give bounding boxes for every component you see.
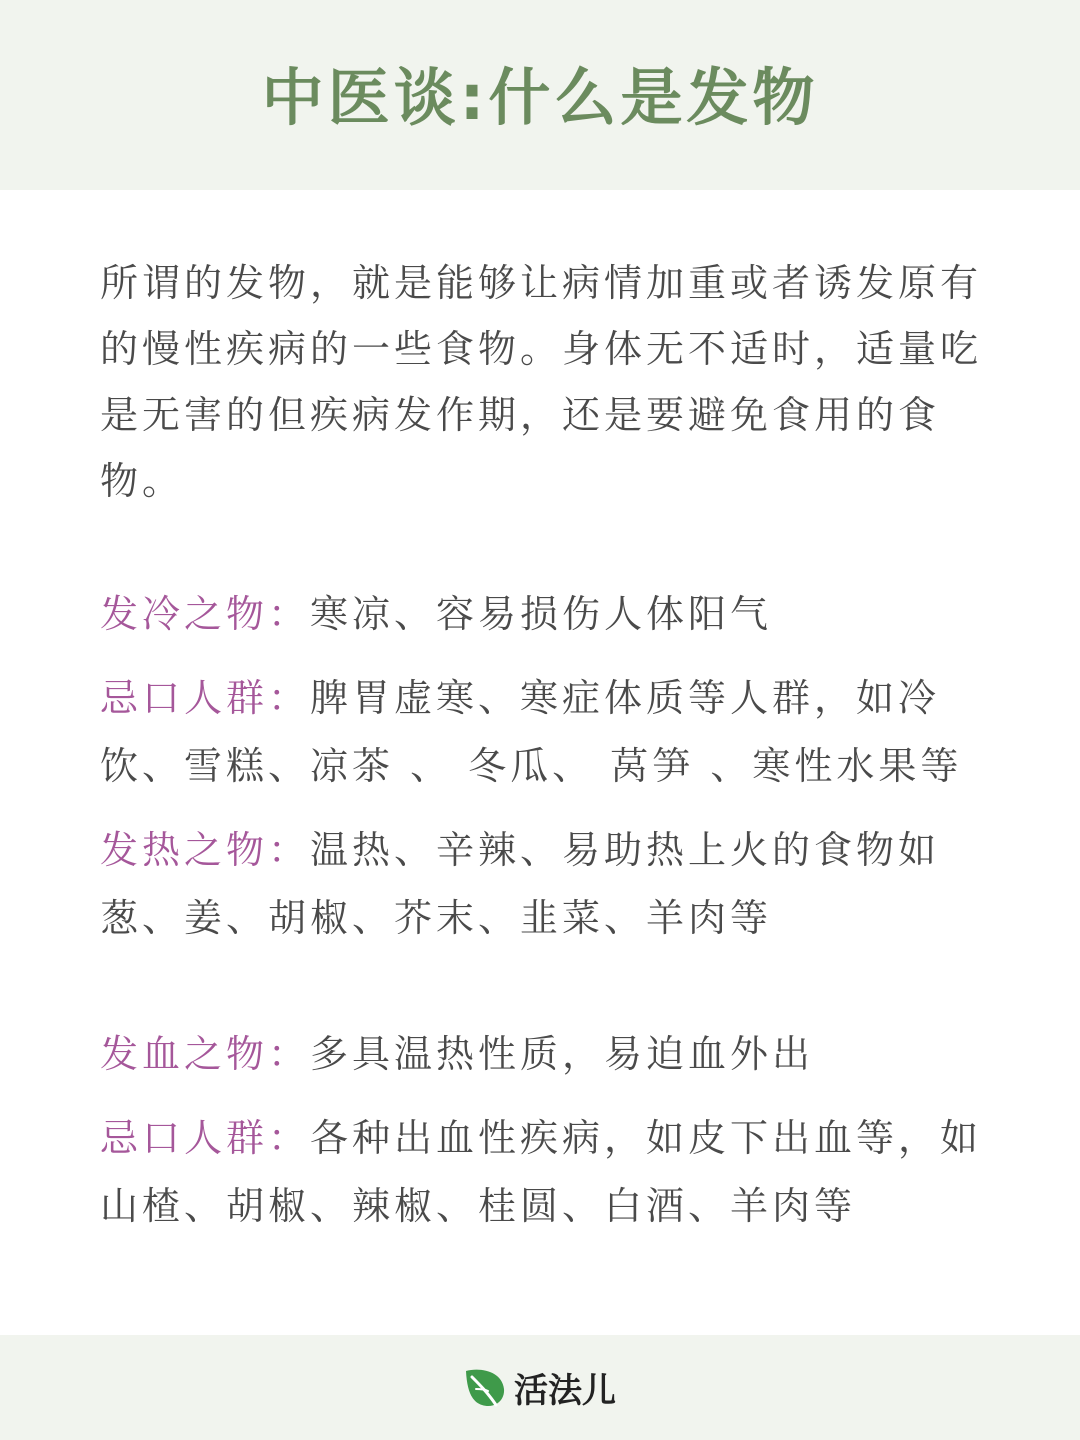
hot-food-entry [100,816,985,952]
cold-avoid-label: 忌口人群： [100,676,311,720]
cold-food-text: 寒凉、容易损伤人体阳气 [310,592,773,636]
article-body [100,250,985,1240]
cold-avoid-entry [100,664,985,800]
cold-food-entry [100,580,985,648]
hot-food-label: 发热之物： [100,828,311,872]
blood-food-entry [100,1020,985,1088]
hot-food-text: 温热、辛辣、易助热上火的食物如葱、姜、胡椒、芥末、韭菜、羊肉等 [100,828,941,940]
brand-logo [462,1363,616,1412]
page-title: 中医谈:什么是发物 [261,60,819,134]
brand-name: 活法儿 [514,1371,616,1411]
header-band [0,0,1080,190]
blood-avoid-label: 忌口人群： [100,1116,311,1160]
cold-food-label: 发冷之物： [100,592,311,636]
blood-food-text: 多具温热性质，易迫血外出 [310,1032,815,1076]
footer-band [0,1335,1080,1440]
leaf-icon [462,1365,508,1411]
intro-paragraph: 所谓的发物，就是能够让病情加重或者诱发原有的慢性疾病的一些食物。身体无不适时，适量吃是无害的但疾病发作期，还是要避免食用的食物。 [100,261,983,503]
blood-avoid-text: 各种出血性疾病，如皮下出血等，如山楂、胡椒、辣椒、桂圆、白酒、羊肉等 [100,1116,983,1228]
blood-food-label: 发血之物： [100,1032,311,1076]
blood-avoid-entry [100,1104,985,1240]
cold-avoid-text: 脾胃虚寒、寒症体质等人群，如冷饮、雪糕、凉茶 、 冬瓜、 莴笋 、寒性水果等 [100,676,963,788]
